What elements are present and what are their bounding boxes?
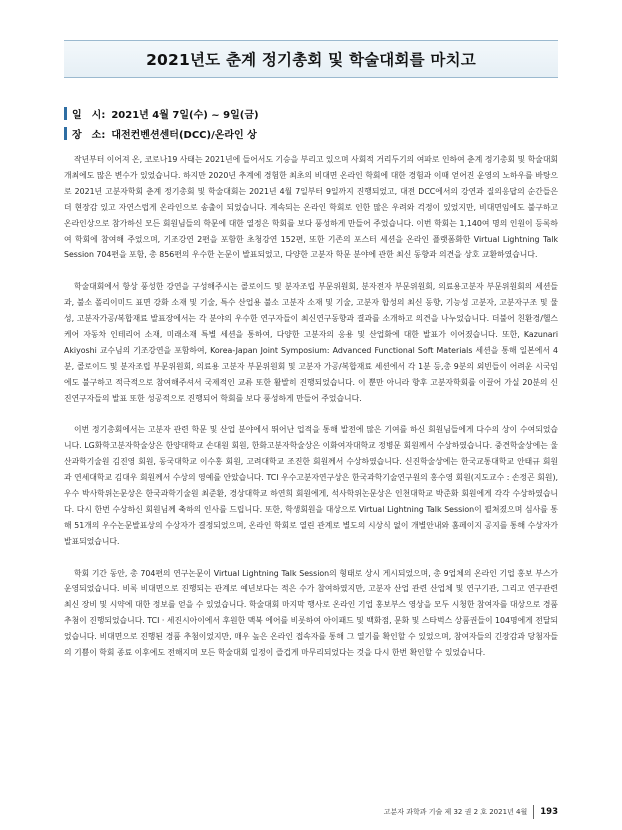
event-venue-row xyxy=(64,126,558,141)
paragraph-1: 작년부터 이어져 온, 코로나19 사태는 2021년에 들어서도 기승을 부리고 있으며 사회적 거리두기의 여파로 인하여 춘계 정기총회 및 학술대회 개최에도 많은 변수가 있었습니다. 하지만 2020년 추계에 경험한 최초의 비대면 온라인 학회에 대한 경험과 이때 얻어진 운영의 노하우를 바탕으로 2021년 고분자학회 춘계 정기총회 및 학술대회는 2021년 4월 7일부터 9일까지 진행되었고, 대전 DCC에서의 강연과 질의응답의 순간들은 더 현장감 있고 자연스럽게 온라인으로 송출이 되었습니다. 계속되는 온라인 학회로 인한 많은 우려와 걱정이 있었지만, 비대면임에도 불구하고 온라인상으로 참가하신 모든 회원님들의 학문에 대한 열정은 학회를 보다 풍성하게 만들어 주었습니다. 이번 학회는 1,140여 명의 인원이 등록하여 학회에 참여해 주었으며, 기조강연 2편을 포함한 초청강연 152편, 또한 기존의 포스터 세션을 온라인 플랫폼화한 Virtual Lightning Talk Session 704편을 포함, 총 856편의 우수한 논문이 발표되었고, 다양한 고분자 학문 분야에 관한 최신 동향과 의견을 상호 교환하였습니다. xyxy=(64,155,558,260)
journal-citation: 고분자 과학과 기술 제 32 권 2 호 2021년 4월 xyxy=(383,808,528,816)
date-value: 2021년 4월 7일(수) ~ 9일(금) xyxy=(111,110,259,121)
paragraph-4: 학회 기간 동안, 총 704편의 연구논문이 Virtual Lightning Talk Session의 형태로 상시 게시되었으며, 총 9업체의 온라인 기업 홍보 부스가 운영되었습니다. 비록 비대면으로 진행되는 관계로 예년보다는 적은 수가 참여하였지만, 고분자 산업 관련 산업체 및 연구기관, 그리고 연구관련 최신 장비 및 시약에 대한 정보를 얻을 수 있었습니다. 학술대회 마지막 행사로 온라인 기업 홍보부스 영상을 모두 시청한 참여자를 대상으로 경품 추첨이 진행되었습니다. TCI · 세진시아이에서 후원한 맥북 에어를 비롯하여 아이패드 및 백화점, 문화 및 스타벅스 상품권들이 104명에게 전달되었습니다. 비대면으로 진행된 경품 추첨이었지만, 매우 높은 온라인 접속자를 통해 그 열기를 확인할 수 있었으며, 참여자들의 긴장감과 당첨자들의 기쁨이 학회 종료 이후에도 전해지며 모든 학술대회 일정이 즐겁게 마무리되었다는 것을 다시 한번 확인할 수 있었습니다. xyxy=(64,568,558,658)
page-footer xyxy=(380,804,558,820)
paragraph-2: 학술대회에서 항상 풍성한 강연을 구성해주시는 콜로이드 및 분자조립 부문위원회, 분자전자 부문위원회, 의료용고분자 부문위원회의 세션들과, 불소 폴리이미드 표면 강화 소재 및 기술, 특수 산업용 불소 고분자 소재 및 기술, 고분자 합성의 최신 동향, 기능성 고분자, 고분자구조 및 물성, 고분자가공/복합재료 발표장에서는 각 분야의 우수한 연구자들이 최신연구동향과 결과를 소개하고 의견을 나누었습니다. 더불어 친환경/헬스케어 자동차 인테리어 소재, 미래소재 특별 세션을 통하여, 다양한 고분자의 응용 및 산업화에 대한 발표가 이어졌습니다. 또한, Kazunari Akiyoshi 교수님의 기조강연을 포함하여, Korea-Japan Joint Symposium: Advanced Functional Soft Materials 세션을 통해 일본에서 4분, 콜로이드 및 분자조립 부문위원회, 의료용 고분자 부문위원회 및 고분자 가공/복합재료 세션에서 각 1분 등,총 9분의 외빈들이 어려운 시국임에도 불구하고 적극적으로 참여해주셔서 국제적인 교류 또한 활발히 진행되었습니다. 이 뿐만 아니라 향후 고분자학회를 이끌어 가실 20분의 신진연구자들의 발표 또한 성공적으로 진행되어 학회를 보다 풍성하게 만들어 주었습니다. xyxy=(64,282,558,403)
footer-divider xyxy=(533,805,534,819)
section-bullet-icon xyxy=(64,107,67,120)
title-banner xyxy=(64,40,558,78)
page-number: 193 xyxy=(540,807,558,817)
paragraph-3: 이번 정기총회에서는 고분자 관련 학문 및 산업 분야에서 뛰어난 업적을 통해 발전에 많은 기여를 하신 회원님들에게 다수의 상이 수여되었습니다. LG화학고분자학술상은 한양대학교 손대원 회원, 한화고분자학술상은 이화여자대학교 정병문 회원께서 수상하였습니다. 중견학술상에는 울산과학기술원 김진영 회원, 동국대학교 이수홍 회원, 고려대학교 조진한 회원께서 수상하였습니다. 신진학술상에는 한국교통대학교 안태규 회원과 연세대학교 김대우 회원께서 수상의 영예를 안았습니다. TCI 우수고분자연구상은 한국과학기술연구원의 홍수영 회원(지도교수 : 손정곤 회원), 우수 박사학위논문상은 한국과학기술원 최준환, 경상대학교 하연희 회원에게, 석사학위논문상은 인천대학교 박준화 회원에게 각각 수상하였습니다. 다시 한번 수상하신 회원님께 축하의 인사를 드립니다. 또한, 학생회원을 대상으로 Virtual Lightning Talk Session이 펼쳐졌으며 심사를 통해 51개의 우수논문발표상의 수상자가 결정되었으며, 온라인 학회로 열린 관계로 별도의 시상식 없이 개별안내와 홈페이지 공지를 통해 수상자가 발표되었습니다. xyxy=(64,425,558,546)
event-date-row xyxy=(64,106,558,121)
article-body xyxy=(64,152,558,677)
venue-label: 장 소: xyxy=(72,130,106,141)
date-label: 일 시: xyxy=(72,110,106,121)
section-bullet-icon xyxy=(64,127,67,140)
venue-value: 대전컨벤션센터(DCC)/온라인 상 xyxy=(111,130,257,141)
page-title: 2021년도 춘계 정기총회 및 학술대회를 마치고 xyxy=(146,51,476,69)
